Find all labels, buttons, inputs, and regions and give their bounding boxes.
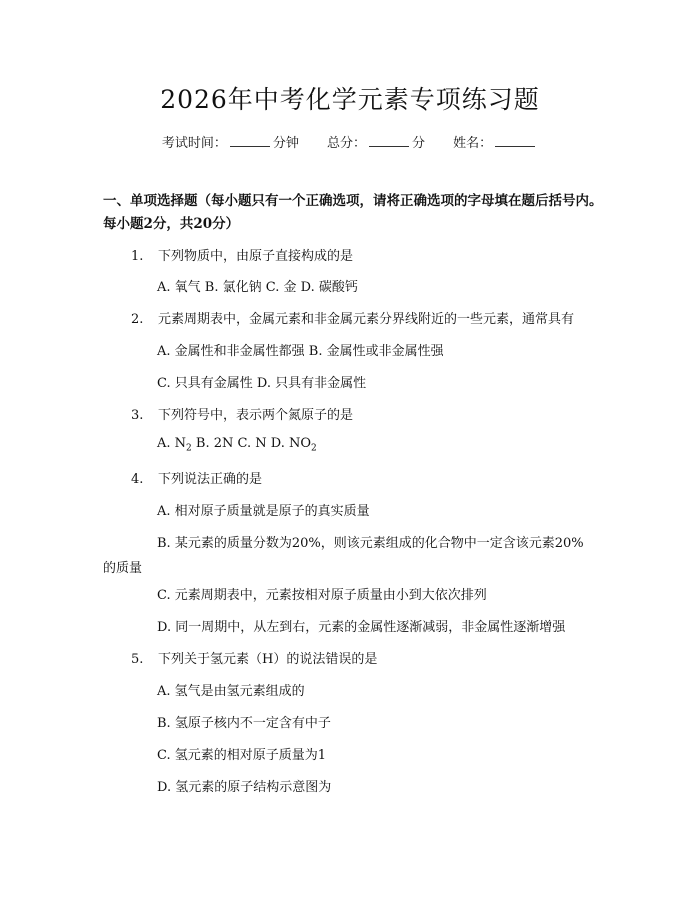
exam-info-line bbox=[0, 132, 700, 151]
question-4-option-b-continued: 的质量 bbox=[103, 561, 143, 576]
exam-time-label: 考试时间： bbox=[161, 136, 227, 151]
question-4-option-b: B. 某元素的质量分数为20%，则该元素组成的化合物中一定含该元素20% bbox=[157, 536, 584, 551]
option-d-subscript: 2 bbox=[311, 443, 317, 454]
question-number: 2. bbox=[131, 312, 144, 327]
question-number: 4. bbox=[131, 472, 144, 487]
option-a-subscript: 2 bbox=[186, 443, 192, 454]
question-text: 下列关于氢元素（H）的说法错误的是 bbox=[158, 652, 378, 667]
total-score bbox=[327, 132, 425, 151]
question-5-option-d: D. 氢元素的原子结构示意图为 bbox=[157, 780, 332, 795]
question-3-options bbox=[157, 436, 317, 454]
student-name bbox=[453, 132, 538, 151]
question-3 bbox=[131, 404, 353, 423]
page-title: 2026年中考化学元素专项练习题 bbox=[160, 85, 540, 114]
total-score-blank[interactable] bbox=[369, 134, 409, 147]
question-4 bbox=[131, 468, 262, 487]
question-1-options: A. 氧气 B. 氯化钠 C. 金 D. 碳酸钙 bbox=[157, 280, 358, 295]
question-1 bbox=[131, 245, 353, 264]
question-number: 3. bbox=[131, 408, 144, 423]
exam-time-unit: 分钟 bbox=[272, 136, 299, 151]
question-2-options-cd: C. 只具有金属性 D. 只具有非金属性 bbox=[157, 376, 367, 391]
question-5-option-c: C. 氢元素的相对原子质量为1 bbox=[157, 748, 327, 763]
exam-time bbox=[162, 132, 299, 151]
question-4-option-a: A. 相对原子质量就是原子的真实质量 bbox=[157, 504, 370, 519]
question-text: 下列符号中，表示两个氮原子的是 bbox=[158, 408, 354, 423]
student-name-label: 姓名： bbox=[453, 136, 493, 151]
question-text: 下列说法正确的是 bbox=[158, 472, 263, 487]
total-score-label: 总分： bbox=[326, 136, 366, 151]
question-2 bbox=[131, 308, 574, 327]
question-4-option-c: C. 元素周期表中，元素按相对原子质量由小到大依次排列 bbox=[157, 588, 487, 603]
question-2-options-ab: A. 金属性和非金属性都强 B. 金属性或非金属性强 bbox=[157, 344, 444, 359]
question-5-option-b: B. 氢原子核内不一定含有中子 bbox=[157, 716, 331, 731]
question-4-option-d: D. 同一周期中，从左到右，元素的金属性逐渐减弱，非金属性逐渐增强 bbox=[157, 620, 566, 635]
question-text: 元素周期表中，金属元素和非金属元素分界线附近的一些元素，通常具有 bbox=[158, 312, 575, 327]
option-rest-text: B. 2N C. N D. NO bbox=[191, 436, 312, 451]
question-number: 5. bbox=[131, 652, 144, 667]
question-text: 下列物质中，由原子直接构成的是 bbox=[158, 249, 354, 264]
total-score-unit: 分 bbox=[412, 136, 426, 151]
question-5-option-a: A. 氢气是由氢元素组成的 bbox=[157, 684, 305, 699]
exam-time-blank[interactable] bbox=[230, 134, 270, 147]
question-5 bbox=[131, 648, 377, 667]
question-number: 1. bbox=[131, 249, 144, 264]
section-heading: 一、单项选择题（每小题只有一个正确选项，请将正确选项的字母填在题后括号内。每小题2分，共20分） bbox=[103, 193, 603, 232]
option-a-text: A. N bbox=[157, 436, 187, 451]
student-name-blank[interactable] bbox=[495, 134, 535, 147]
